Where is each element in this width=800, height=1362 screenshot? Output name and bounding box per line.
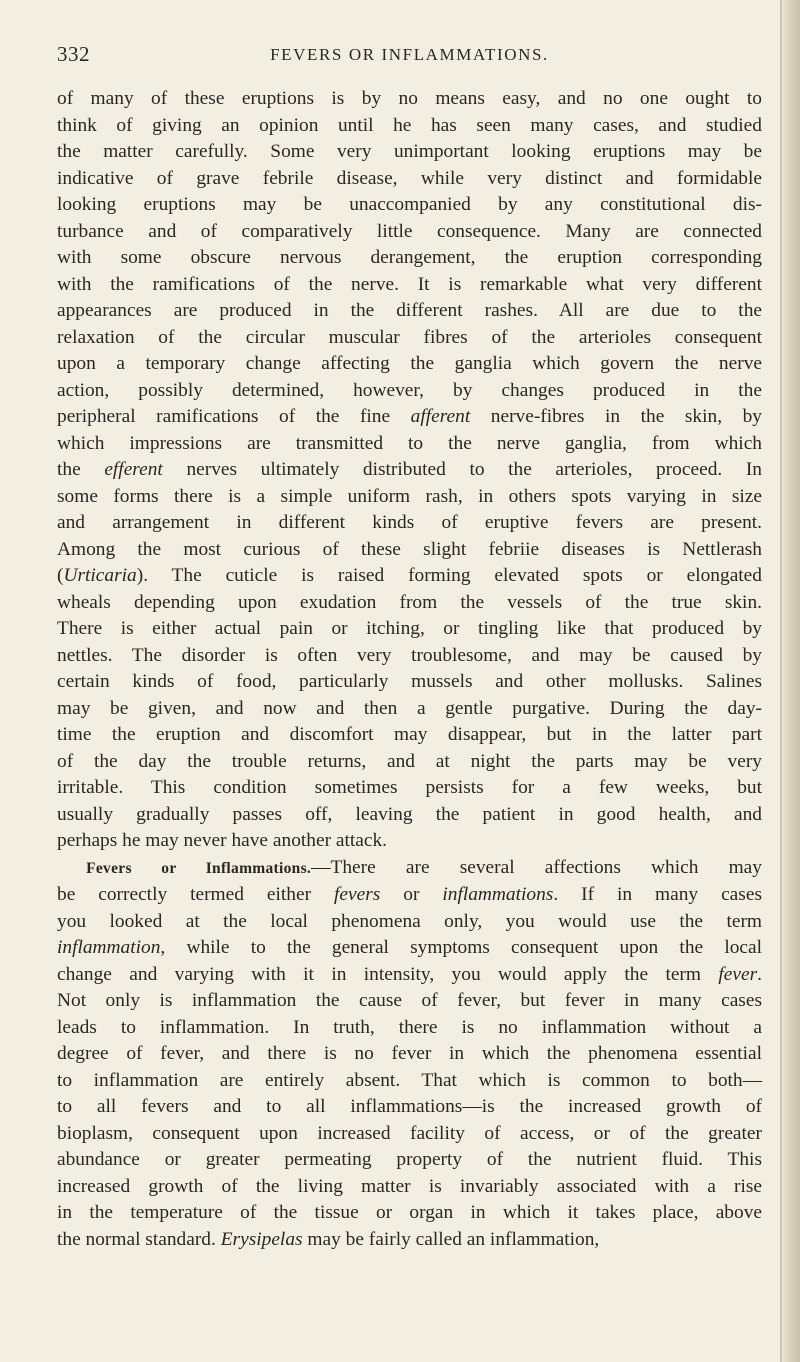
text-line xyxy=(57,1147,762,1174)
text-run: relaxation of the circular muscular fibres of the arterioles consequent xyxy=(57,326,762,348)
text-line xyxy=(57,749,762,776)
text-run: with the ramifications of the nerve. It is remarkable what very different xyxy=(57,273,762,295)
text-line xyxy=(57,192,762,219)
text-line xyxy=(57,616,762,643)
text-run: certain kinds of food, particularly mussels and other mollusks. Salines xyxy=(57,671,762,692)
text-line xyxy=(57,457,762,484)
text-run: nettles. The disorder is often very troublesome, and may be caused by xyxy=(57,644,762,666)
text-run: be correctly termed either xyxy=(57,884,334,905)
running-head: FEVERS OR INFLAMMATIONS. xyxy=(270,45,549,64)
text-run: nerves ultimately distributed to the arterioles, proceed. In xyxy=(162,459,762,480)
text-line xyxy=(57,828,762,855)
text-line xyxy=(57,404,762,431)
text-run: the xyxy=(57,459,105,480)
page-edge xyxy=(782,0,800,1362)
text-line xyxy=(57,696,762,723)
text-run: irritable. This condition sometimes persists for a few weeks, but xyxy=(57,777,762,798)
italic-term: inflammation xyxy=(57,937,161,958)
page-header xyxy=(57,42,762,72)
text-run: and arrangement in different kinds of eruptive fevers are present. xyxy=(57,512,762,533)
text-run: may be fairly called an inflammation, xyxy=(302,1228,600,1250)
text-line xyxy=(57,245,762,272)
italic-term: inflammations xyxy=(442,884,554,905)
text-line xyxy=(57,113,762,140)
text-run: to all fevers and to all inflammations—is the increased growth of xyxy=(57,1096,762,1117)
italic-term: Urticaria xyxy=(63,565,137,586)
text-run: leads to inflammation. In truth, there is no inflammation without a xyxy=(57,1016,762,1038)
text-run: perhaps he may never have another attack. xyxy=(57,830,388,851)
text-run: ). The cuticle is raised forming elevated spots or elongated xyxy=(136,565,762,586)
text-line xyxy=(57,855,762,883)
text-run: peripheral ramifications of the fine xyxy=(57,406,411,427)
text-run: time the eruption and discomfort may disappear, but in the latter part xyxy=(57,724,762,745)
text-line xyxy=(57,1068,762,1095)
italic-term: fever xyxy=(718,963,758,985)
text-line xyxy=(57,882,762,909)
text-run: . If in many cases xyxy=(553,884,762,905)
body-text xyxy=(57,86,762,1253)
text-run: to inflammation are entirely absent. That which is common to both— xyxy=(57,1069,762,1091)
text-run: in the temperature of the tissue or organ in which it takes place, above xyxy=(57,1202,762,1223)
text-run: ( xyxy=(57,565,64,586)
text-run: Among the most curious of these slight febriie diseases is Nettlerash xyxy=(57,538,762,560)
text-line xyxy=(57,1174,762,1201)
text-run: the matter carefully. Some very unimportant looking eruptions may be xyxy=(57,141,762,162)
text-line xyxy=(57,1200,762,1227)
text-run: may be given, and now and then a gentle purgative. During the day- xyxy=(57,697,762,719)
text-line xyxy=(57,325,762,352)
text-line xyxy=(57,219,762,246)
text-run: some forms there is a simple uniform rash, in others spots varying in size xyxy=(57,485,762,507)
text-run: upon a temporary change affecting the ganglia which govern the nerve xyxy=(57,353,762,374)
text-line xyxy=(57,431,762,458)
text-run: degree of fever, and there is no fever in which the phenomena essential xyxy=(57,1043,762,1064)
text-run: with some obscure nervous derangement, the eruption corresponding xyxy=(57,247,762,268)
text-run: —There are several affections which may xyxy=(311,856,762,878)
text-run: increased growth of the living matter is invariably associated with a rise xyxy=(57,1175,762,1197)
text-run: think of giving an opinion until he has seen many cases, and studied xyxy=(57,114,762,136)
text-line xyxy=(57,563,762,590)
text-run: indicative of grave febrile disease, while very distinct and formidable xyxy=(57,167,762,189)
text-line xyxy=(57,166,762,193)
text-run: There is either actual pain or itching, or tingling like that produced by xyxy=(57,618,762,639)
text-line xyxy=(57,722,762,749)
text-line xyxy=(57,351,762,378)
text-line xyxy=(57,510,762,537)
text-run: Not only is inflammation the cause of fever, but fever in many cases xyxy=(57,990,762,1011)
text-line xyxy=(57,935,762,962)
italic-term: fevers xyxy=(334,884,381,905)
text-line xyxy=(57,537,762,564)
text-run: or xyxy=(380,884,443,905)
text-run: change and varying with it in intensity, you would apply the term xyxy=(57,963,719,985)
italic-term: Erysipelas xyxy=(220,1228,303,1250)
text-run: the normal standard. xyxy=(57,1228,221,1250)
text-line xyxy=(57,139,762,166)
text-line xyxy=(57,988,762,1015)
text-line xyxy=(57,775,762,802)
text-line xyxy=(57,1015,762,1042)
text-run: usually gradually passes off, leaving the patient in good health, and xyxy=(57,803,762,825)
text-run: action, possibly determined, however, by changes produced in the xyxy=(57,379,762,401)
text-line xyxy=(57,1121,762,1148)
text-run: of many of these eruptions is by no means easy, and no one ought to xyxy=(57,88,762,109)
text-run: looking eruptions may be unaccompanied by any constitutional dis- xyxy=(57,194,762,215)
page-number: 332 xyxy=(57,42,90,66)
text-run: abundance or greater permeating property of the nutrient fluid. This xyxy=(57,1149,762,1170)
text-line xyxy=(57,962,762,989)
text-run: bioplasm, consequent upon increased facility of access, or of the greater xyxy=(57,1122,762,1144)
text-line xyxy=(57,378,762,405)
text-run: turbance and of comparatively little consequence. Many are connected xyxy=(57,220,762,242)
text-line xyxy=(57,590,762,617)
text-run: wheals depending upon exudation from the vessels of the true skin. xyxy=(57,591,762,613)
text-run: appearances are produced in the different rashes. All are due to the xyxy=(57,300,762,321)
text-line xyxy=(57,1227,762,1254)
text-line xyxy=(57,1041,762,1068)
section-heading: Fevers or Inflammations. xyxy=(86,859,312,877)
text-run: , while to the general symptoms consequent upon the local xyxy=(160,937,762,958)
text-line xyxy=(57,86,762,113)
text-line xyxy=(57,909,762,936)
text-run: you looked at the local phenomena only, you would use the term xyxy=(57,910,762,932)
text-line xyxy=(57,484,762,511)
text-run: . xyxy=(757,963,762,985)
text-line xyxy=(57,298,762,325)
text-line xyxy=(57,669,762,696)
text-run: nerve-fibres in the skin, by xyxy=(470,406,762,427)
text-run: of the day the trouble returns, and at night the parts may be very xyxy=(57,750,762,772)
text-line xyxy=(57,1094,762,1121)
text-line xyxy=(57,643,762,670)
text-run: which impressions are transmitted to the nerve ganglia, from which xyxy=(57,432,762,454)
italic-term: efferent xyxy=(104,459,163,480)
text-line xyxy=(57,272,762,299)
italic-term: afferent xyxy=(410,406,471,427)
text-line xyxy=(57,802,762,829)
